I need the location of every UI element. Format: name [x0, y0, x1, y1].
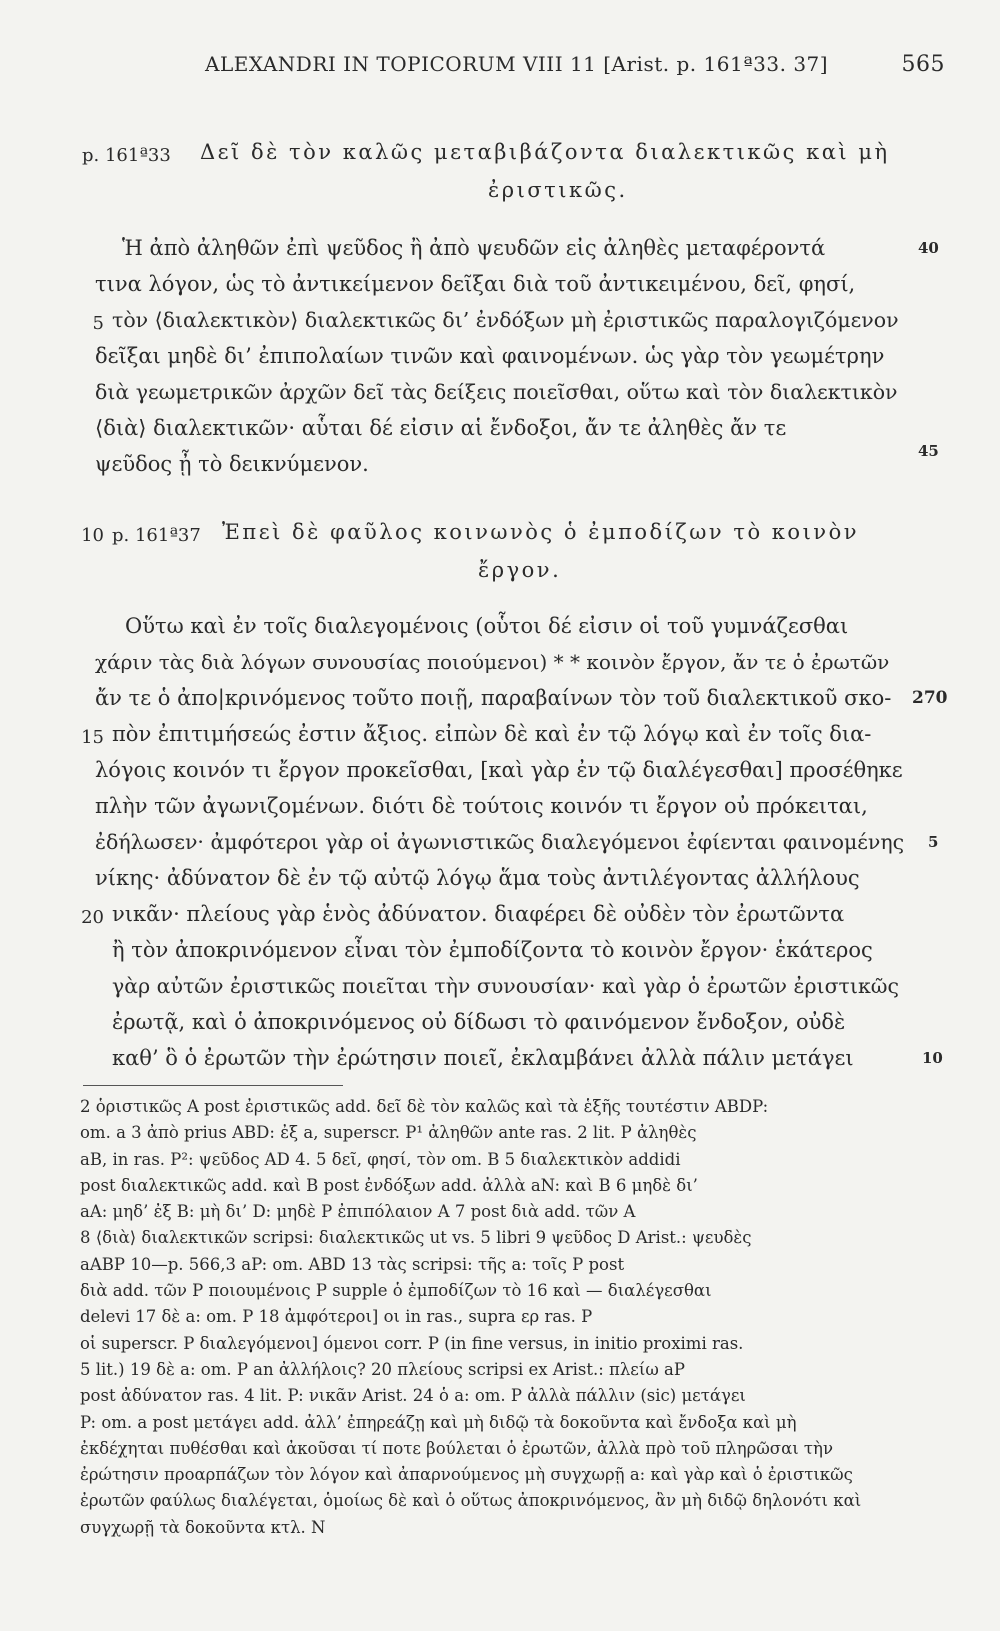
lemma-line [0, 140, 1000, 174]
commentary-text: γὰρ αὐτῶν ἐριστικῶς ποιεῖται τὴν συνουσίαν· καὶ γὰρ ὁ ἐρωτῶν ἐριστικῶς [112, 974, 899, 998]
margin-number: 45 [918, 442, 939, 460]
commentary-text: πλὴν τῶν ἀγωνιζομένων. διότι δὲ τούτοις κοινόν τι ἔργον οὐ πρόκειται, [95, 794, 868, 818]
commentary-text: τὸν ⟨διαλεκτικὸν⟩ διαλεκτικῶς δι’ ἐνδόξων μὴ ἐριστικῶς παραλογιζόμενον [112, 308, 899, 332]
text-line [0, 380, 1000, 414]
apparatus-line: aABP 10—p. 566,3 aP: om. ABD 13 τὰς scripsi: τῆς a: τοῖς P post [80, 1254, 625, 1274]
apparatus-line: διὰ add. τῶν P ποιουμένοις P supple ὁ ἐμποδίζων τὸ 16 καὶ — διαλέγεσθαι [80, 1281, 712, 1301]
apparatus-line: aA: μηδ’ ἐξ B: μὴ δι’ D: μηδὲ P ἐπιπόλαιον A 7 post διὰ add. τῶν A [80, 1202, 636, 1222]
commentary-text: διὰ γεωμετρικῶν ἀρχῶν δεῖ τὰς δείξεις ποιεῖσθαι, οὕτω καὶ τὸν διαλεκτικὸν [95, 380, 898, 404]
apparatus-line: post ἀδύνατον ras. 4 lit. P: νικᾶν Arist. 24 ὁ a: om. P ἀλλὰ πάλλιν (sic) μετάγει [80, 1386, 746, 1406]
line-number: 15 [81, 727, 104, 748]
lemma-text: ἐριστικῶς. [488, 178, 628, 202]
apparatus-line: συγχωρῇ τὰ δοκοῦντα κτλ. N [80, 1517, 326, 1537]
commentary-text: ἢ τὸν ἀποκρινόμενον εἶναι τὸν ἐμποδίζοντα τὸ κοινὸν ἔργον· ἑκάτερος [112, 938, 873, 962]
text-line [0, 830, 1000, 864]
lemma-line [0, 178, 1000, 212]
text-line [0, 974, 1000, 1008]
apparatus-line: om. a 3 ἀπὸ prius ABD: ἐξ a, superscr. P¹ ἀληθῶν ante ras. 2 lit. P ἀληθὲς [80, 1123, 697, 1143]
commentary-text: Οὕτω καὶ ἐν τοῖς διαλεγομένοις (οὗτοι δέ εἰσιν οἱ τοῦ γυμνάζεσθαι [125, 614, 849, 638]
text-line [0, 344, 1000, 378]
text-line [0, 758, 1000, 792]
commentary-text: τινα λόγον, ὡς τὸ ἀντικείμενον δεῖξαι διὰ τοῦ ἀντικειμένου, δεῖ, φησί, [95, 272, 856, 296]
text-line [0, 1010, 1000, 1044]
text-line [0, 308, 1000, 342]
text-line [0, 722, 1000, 756]
commentary-text: λόγοις κοινόν τι ἔργον προκεῖσθαι, [καὶ γὰρ ἐν τῷ διαλέγεσθαι] προσέθηκε [95, 758, 903, 782]
commentary-text: χάριν τὰς διὰ λόγων συνουσίας ποιούμενοι) * * κοινὸν ἔργον, ἄν τε ὁ ἐρωτῶν [95, 650, 890, 674]
lemma-line [0, 520, 1000, 554]
apparatus-line: aB, in ras. P²: ψεῦδος AD 4. 5 δεῖ, φησί, τὸν om. B 5 διαλεκτικὸν addidi [80, 1149, 681, 1169]
text-line [0, 1046, 1000, 1080]
line-number: 10 [81, 525, 104, 546]
line-number: 5 [92, 313, 104, 334]
text-line [0, 902, 1000, 936]
aristotle-reference: p. 161ª33 [82, 145, 171, 166]
commentary-text: ἄν τε ὁ ἀπο|κρινόμενος τοῦτο ποιῇ, παραβαίνων τὸν τοῦ διαλεκτικοῦ σκο- [95, 686, 892, 710]
lemma-line [0, 558, 1000, 592]
text-line [0, 794, 1000, 828]
apparatus-line: 8 ⟨διὰ⟩ διαλεκτικῶν scripsi: διαλεκτικῶς ut vs. 5 libri 9 ψεῦδος D Arist.: ψευδὲς [80, 1228, 752, 1248]
apparatus-line: delevi 17 δὲ a: om. P 18 ἀμφότεροι] οι in ras., supra ερ ras. P [80, 1307, 593, 1327]
commentary-text: νίκης· ἀδύνατον δὲ ἐν τῷ αὐτῷ λόγῳ ἅμα τοὺς ἀντιλέγοντας ἀλλήλους [95, 866, 860, 890]
margin-number: 10 [922, 1049, 943, 1067]
page-number: 565 [901, 52, 945, 77]
margin-number: 40 [918, 239, 939, 257]
apparatus-line: οἱ superscr. P διαλεγόμενοι] όμενοι corr. P (in fine versus, in initio proximi ras. [80, 1333, 744, 1353]
margin-number: 5 [928, 833, 939, 851]
aristotle-reference: p. 161ª37 [112, 525, 201, 546]
text-line [0, 938, 1000, 972]
apparatus-line: ἐκδέχηται πυθέσθαι καὶ ἀκοῦσαι τί ποτε βούλεται ὁ ἐρωτῶν, ἀλλὰ πρὸ τοῦ πληρῶσαι τὴν [80, 1438, 833, 1458]
text-line [0, 442, 1000, 486]
lemma-text: ἔργον. [478, 558, 562, 582]
text-line [0, 416, 1000, 450]
lemma-text: Ἐπεὶ δὲ φαῦλος κοινωνὸς ὁ ἐμποδίζων τὸ κοινὸν [222, 520, 859, 544]
text-line [0, 272, 1000, 306]
running-title: ALEXANDRI IN TOPICORUM VIII 11 [Arist. p. 161ª33. 37] [205, 52, 829, 76]
critical-apparatus [80, 1094, 950, 1541]
commentary-text: ⟨διὰ⟩ διαλεκτικῶν· αὗται δέ εἰσιν αἱ ἔνδοξοι, ἄν τε ἀληθὲς ἄν τε [95, 416, 787, 440]
text-line [0, 236, 1000, 270]
commentary-text: ψεῦδος ᾖ τὸ δεικνύμενον. [95, 452, 369, 476]
margin-page-number: 270 [912, 688, 948, 708]
lemma-text: Δεῖ δὲ τὸν καλῶς μεταβιβάζοντα διαλεκτικῶς καὶ μὴ [200, 140, 890, 164]
commentary-text: καθ’ ὃ ὁ ἐρωτῶν τὴν ἐρώτησιν ποιεῖ, ἐκλαμβάνει ἀλλὰ πάλιν μετάγει [112, 1046, 854, 1070]
text-line [0, 686, 1000, 720]
apparatus-line: ἐρώτησιν προαρπάζων τὸν λόγον καὶ ἀπαρνούμενος μὴ συγχωρῇ a: καὶ γὰρ καὶ ὁ ἐριστικῶς [80, 1465, 853, 1485]
apparatus-line: ἐρωτῶν φαύλως διαλέγεται, ὁμοίως δὲ καὶ ὁ οὕτως ἀποκρινόμενος, ἂν μὴ διδῷ δηλονότι καὶ [80, 1491, 862, 1511]
text-line [0, 866, 1000, 900]
commentary-text: πὸν ἐπιτιμήσεώς ἐστιν ἄξιος. εἰπὼν δὲ καὶ ἐν τῷ λόγῳ καὶ ἐν τοῖς δια- [112, 722, 872, 746]
apparatus-line: post διαλεκτικῶς add. καὶ B post ἐνδόξων add. ἀλλὰ aN: καὶ B 6 μηδὲ δι’ [80, 1175, 698, 1195]
text-line [0, 614, 1000, 648]
commentary-text: ἐδήλωσεν· ἀμφότεροι γὰρ οἱ ἀγωνιστικῶς διαλεγόμενοι ἐφίενται φαινομένης [95, 830, 905, 854]
footnote-separator-rule [83, 1085, 343, 1086]
apparatus-line: P: om. a post μετάγει add. ἀλλ’ ἐπηρεάζῃ καὶ μὴ διδῷ τὰ δοκοῦντα καὶ ἔνδοξα καὶ μὴ [80, 1412, 797, 1432]
running-header [205, 52, 945, 76]
line-number: 20 [81, 907, 104, 928]
commentary-text: ἐρωτᾷ, καὶ ὁ ἀποκρινόμενος οὐ δίδωσι τὸ φαινόμενον ἔνδοξον, οὐδὲ [112, 1010, 846, 1034]
commentary-text: Ἡ ἀπὸ ἀληθῶν ἐπὶ ψεῦδος ἢ ἀπὸ ψευδῶν εἰς ἀληθὲς μεταφέροντά [122, 236, 826, 260]
text-line [0, 650, 1000, 684]
commentary-text: νικᾶν· πλείους γὰρ ἑνὸς ἀδύνατον. διαφέρει δὲ οὐδὲν τὸν ἐρωτῶντα [112, 902, 845, 926]
apparatus-line: 5 lit.) 19 δὲ a: om. P an ἀλλήλοις? 20 πλείους scripsi ex Arist.: πλείω aP [80, 1359, 685, 1379]
apparatus-line: 2 ὁριστικῶς A post ἐριστικῶς add. δεῖ δὲ τὸν καλῶς καὶ τὰ ἑξῆς τουτέστιν ABDP: [80, 1097, 769, 1116]
commentary-text: δεῖξαι μηδὲ δι’ ἐπιπολαίων τινῶν καὶ φαινομένων. ὡς γὰρ τὸν γεωμέτρην [95, 344, 885, 368]
